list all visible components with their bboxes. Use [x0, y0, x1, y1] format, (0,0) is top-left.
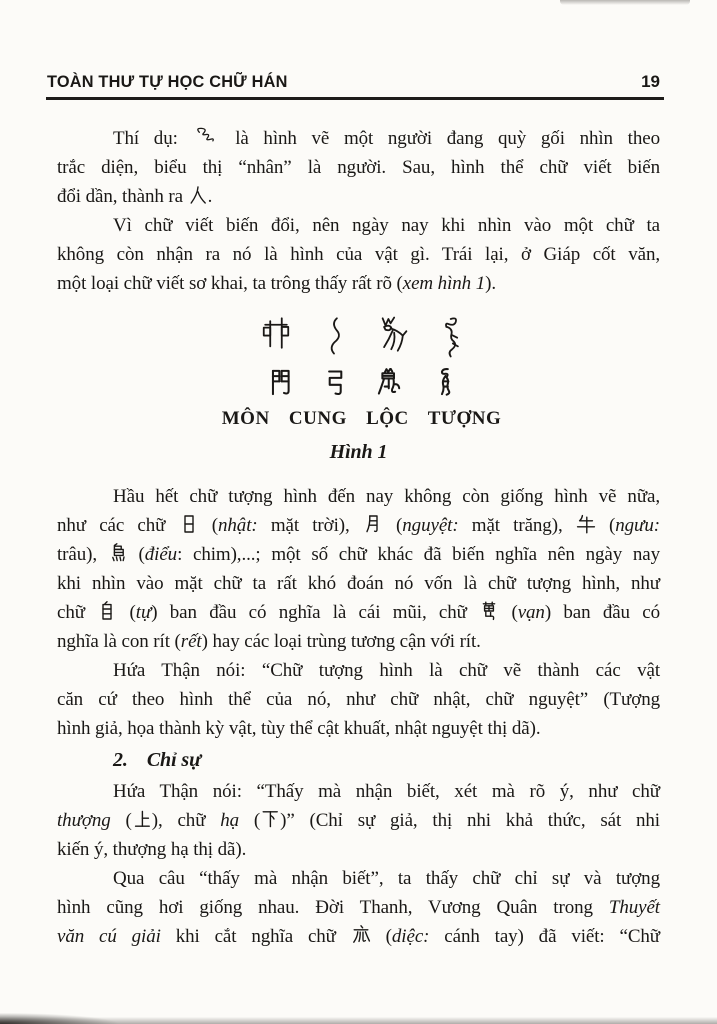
- text-line: [57, 685, 660, 714]
- modern-character-row: [65, 368, 660, 397]
- o-loc-glyph: [374, 315, 410, 359]
- text-line: [57, 777, 660, 806]
- ren-glyph: [188, 185, 208, 205]
- nguyet-glyph: [363, 514, 383, 534]
- tuong-glyph: [431, 368, 460, 397]
- text-line: [57, 569, 660, 598]
- paragraph: [57, 124, 660, 211]
- figure-caption: MÔN CUNG LỘC TƯỢNG: [221, 408, 502, 429]
- page-number: 19: [641, 72, 660, 91]
- text-segment: nguyệt:: [402, 515, 459, 536]
- thuong-glyph: [132, 809, 152, 829]
- text-segment: ) ban đầu có: [544, 602, 660, 623]
- text-line: [57, 124, 660, 153]
- text-segment: (: [370, 926, 392, 947]
- text-segment: mặt trời),: [257, 515, 363, 536]
- text-segment: Vì chữ viết biến đổi, nên ngày nay khi nhìn vào một chữ ta: [113, 215, 660, 236]
- text-segment: thượng: [57, 810, 111, 831]
- text-line: [57, 806, 660, 835]
- text-segment: (: [499, 602, 518, 623]
- text-line: [57, 211, 660, 240]
- van-glyph: [479, 601, 499, 621]
- text-segment: .: [207, 186, 213, 207]
- paragraph: [57, 864, 660, 951]
- text-segment: hình cũng hơi giống nhau. Đời Thanh, Vương Quân trong: [57, 897, 609, 918]
- text-segment: Thí dụ:: [113, 128, 193, 149]
- text-line: [57, 240, 660, 269]
- text-segment: nhật:: [218, 515, 258, 536]
- text-line: [57, 182, 660, 211]
- text-segment: mặt trăng),: [458, 515, 576, 536]
- text-segment: căn cứ theo hình thể của nó, như chữ nhật, chữ nguyệt” (Tượng: [57, 689, 660, 710]
- text-segment: (: [117, 602, 136, 623]
- text-segment: điểu: [144, 544, 178, 565]
- nhat-glyph: [179, 514, 199, 534]
- paragraph: [57, 482, 660, 656]
- text-segment: tự: [135, 602, 152, 623]
- running-title: TOÀN THƯ TỰ HỌC CHỮ HÁN: [47, 72, 288, 91]
- paragraph: [57, 211, 660, 298]
- diec-glyph: [351, 925, 371, 945]
- tu-glyph: [97, 601, 117, 621]
- section-number: 2.: [113, 749, 128, 771]
- dieu-glyph: [108, 543, 128, 563]
- text-segment: (: [110, 810, 132, 831]
- text-line: [57, 482, 660, 511]
- text-line: [57, 153, 660, 182]
- text-segment: một loại chữ viết sơ khai, ta trông thấy rất rõ (: [57, 273, 403, 294]
- scan-artifact-top: [560, 0, 690, 5]
- text-segment: Hứa Thận nói: “Thấy mà nhận biết, xét mà rõ ý, như chữ: [113, 781, 660, 802]
- text-segment: ngưu:: [615, 515, 660, 536]
- text-segment: vạn: [517, 602, 545, 623]
- text-segment: hình giả, họa thành kỳ vật, tùy thể cật khuất, nhật nguyệt thị dã).: [57, 718, 541, 739]
- text-segment: Qua câu “thấy mà nhận biết”, ta thấy chữ chỉ sự và tượng: [113, 868, 660, 889]
- text-line: [57, 714, 660, 743]
- paragraph: [57, 777, 660, 864]
- text-line: [57, 835, 660, 864]
- text-segment: kiến ý, thượng hạ thị dã).: [57, 839, 247, 860]
- text-segment: (: [127, 544, 145, 565]
- text-line: [57, 627, 660, 656]
- text-segment: đổi dần, thành ra: [57, 186, 188, 207]
- page-header: [46, 72, 664, 100]
- figure-1: [57, 315, 660, 464]
- text-segment: là hình vẽ một người đang quỳ gối nhìn theo: [220, 128, 660, 149]
- text-segment: )” (Chỉ sự giả, thị nhi khả thức, sát nhi: [280, 810, 660, 831]
- o-cung-glyph: [316, 315, 352, 359]
- text-segment: xem hình 1: [402, 273, 486, 294]
- text-segment: khi nhìn vào mặt chữ ta rất khó đoán nó vốn là chữ tượng hình, như: [57, 573, 660, 594]
- section-title: Chỉ sự: [146, 749, 201, 771]
- text-segment: như các chữ: [57, 515, 179, 536]
- text-segment: Hứa Thận nói: “Chữ tượng hình là chữ vẽ thành các vật: [113, 660, 660, 681]
- text-line: [57, 922, 660, 951]
- body-text: [57, 124, 660, 951]
- text-segment: (: [595, 515, 616, 536]
- text-segment: (: [239, 810, 261, 831]
- text-segment: chữ: [57, 602, 98, 623]
- text-line: [57, 540, 660, 569]
- text-line: [57, 656, 660, 685]
- text-segment: ), chữ: [151, 810, 221, 831]
- o-tuong-glyph: [432, 315, 468, 359]
- o-mon-glyph: [258, 315, 294, 359]
- text-segment: nghĩa là con rít (: [57, 631, 181, 652]
- text-segment: văn cú giải: [57, 926, 161, 947]
- loc-glyph: [376, 368, 405, 397]
- text-segment: Thuyết: [608, 897, 660, 918]
- text-line: [57, 893, 660, 922]
- section-heading: [113, 746, 660, 775]
- paragraph: [57, 656, 660, 743]
- text-segment: diệc:: [391, 926, 430, 947]
- text-segment: Hầu hết chữ tượng hình đến nay không còn giống hình vẽ nữa,: [113, 486, 660, 507]
- text-segment: trâu),: [57, 544, 108, 565]
- nguu-glyph: [576, 514, 596, 534]
- text-line: [57, 511, 660, 540]
- text-segment: không còn nhận ra nó là hình của vật gì. Trái lại, ở Giáp cốt văn,: [57, 244, 660, 265]
- text-line: [57, 269, 660, 298]
- oracle-glyph-row: [65, 315, 660, 359]
- text-segment: khi cắt nghĩa chữ: [160, 926, 351, 947]
- text-line: [57, 598, 660, 627]
- ha-glyph: [260, 809, 280, 829]
- figure-label: Hình 1: [329, 441, 388, 463]
- kneel-glyph: [192, 126, 220, 148]
- scan-shadow-bottom: [0, 1013, 717, 1024]
- text-segment: ) ban đầu có nghĩa là cái mũi, chữ: [151, 602, 480, 623]
- text-segment: : chim),...; một số chữ khác đã biến nghĩa nên ngày nay: [177, 544, 660, 565]
- text-segment: trắc diện, biểu thị “nhân” là người. Sau, hình thể chữ viết biến: [57, 157, 660, 178]
- text-line: [57, 864, 660, 893]
- cung-glyph: [321, 368, 350, 397]
- text-segment: (: [382, 515, 403, 536]
- text-segment: rết: [180, 631, 202, 652]
- text-segment: ).: [485, 273, 497, 294]
- text-segment: hạ: [220, 810, 240, 831]
- text-segment: ) hay các loại trùng tương cận với rít.: [201, 631, 481, 652]
- text-segment: (: [198, 515, 218, 536]
- mon-glyph: [266, 368, 295, 397]
- text-segment: cánh tay) đã viết: “Chữ: [429, 926, 660, 947]
